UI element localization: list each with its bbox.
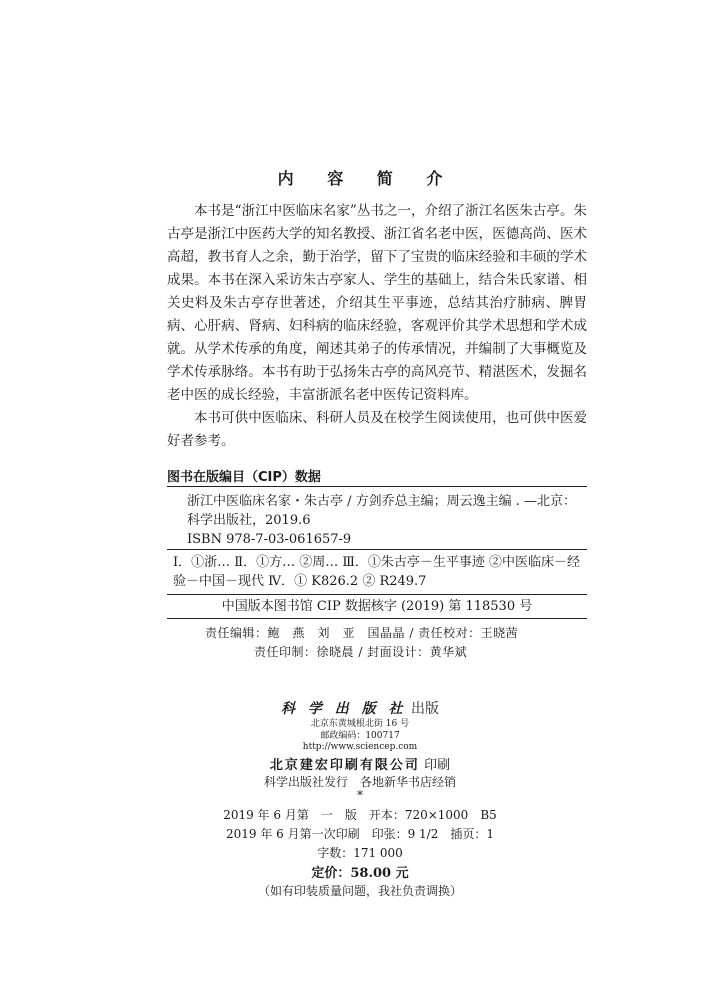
cip-record xyxy=(167,597,587,616)
cip-classification xyxy=(173,553,585,591)
cip-bibliographic-line xyxy=(173,492,585,549)
printer-name: 北京建宏印刷有限公司 xyxy=(269,758,420,773)
publisher-name: 科 学 出 版 社 xyxy=(281,701,407,717)
cip-heading: 图书在版编目（CIP）数据 xyxy=(167,470,321,485)
edition-line: 2019 年 6 月第 一 版 开本：720×1000 B5 xyxy=(223,808,497,822)
printer-suffix: 印刷 xyxy=(424,758,451,773)
cip-mid-rule-2 xyxy=(167,594,587,595)
staff-line-production: 责任印制：徐晓晨 / 封面设计：黄华斌 xyxy=(254,645,468,659)
cip-title-statement: 浙江中医临床名家・朱古亭 / 方剑乔总主编；周云逸主编 . —北京：科学出版社，2019.6 xyxy=(187,494,577,528)
printer-line xyxy=(0,754,720,773)
publisher-address: 北京东黄城根北街 16 号 xyxy=(310,719,410,729)
cip-top-rule xyxy=(167,486,587,487)
page-title: 内 容 简 介 xyxy=(277,169,457,188)
cip-record-text: 中国版本图书馆 CIP 数据核字 (2019) 第 118530 号 xyxy=(221,599,533,614)
cip-bottom-rule xyxy=(167,618,587,619)
printing-line: 2019 年 6 月第一次印刷 印张：9 1/2 插页：1 xyxy=(225,827,494,841)
distribution-line: 科学出版社发行 各地新华书店经销 xyxy=(263,775,456,789)
staff-line-editors: 责任编辑：鲍 燕 刘 亚 国晶晶 / 责任校对：王晓茜 xyxy=(205,626,519,640)
separator-star: * xyxy=(357,788,363,802)
quality-notice: （如有印装质量问题，我社负责调换） xyxy=(257,884,462,898)
wordcount-line: 字数：171 000 xyxy=(317,846,403,860)
price-line: 定价：58.00 元 xyxy=(311,866,409,881)
publisher-website: http://www.sciencep.com xyxy=(302,742,418,752)
content-summary xyxy=(167,200,587,453)
summary-paragraph: 本书可供中医临床、科研人员及在校学生阅读使用，也可供中医爱好者参考。 xyxy=(167,410,587,449)
cip-mid-rule xyxy=(167,549,587,550)
publisher-suffix: 出版 xyxy=(410,701,439,717)
cip-isbn: ISBN 978-7-03-061657-9 xyxy=(187,532,352,547)
publisher-line xyxy=(0,698,720,718)
summary-paragraph: 本书是“浙江中医临床名家”丛书之一，介绍了浙江名医朱古亭。朱古亭是浙江中医药大学的知名教授、浙江省名老中医，医德高尚、医术高超，教书育人之余，勤于治学，留下了宝贵的临床经验和丰硕的学术成果。本书在深入采访朱古亭家人、学生的基础上，结合朱氏家谱、相关史料及朱古亭存世著述，介绍其生平事迹，总结其治疗肺病、脾胃病、心肝病、肾病、妇科病的临床经验，客观评价其学术思想和学术成就。从学术传承的角度，阐述其弟子的传承情况，并编制了大事概览及学术传承脉络。本书有助于弘扬朱古亭的高风亮节、精湛医术，发掘名老中医的成长经验，丰富浙派名老中医传记资料库。 xyxy=(167,203,587,403)
cip-classification-text: Ⅰ．①浙… Ⅱ．①方… ②周… Ⅲ．①朱古亭－生平事迹 ②中医临床－经验－中国－现代 Ⅳ．① K826.2 ② R249.7 xyxy=(173,555,581,589)
publisher-postcode: 邮政编码：100717 xyxy=(320,731,400,741)
